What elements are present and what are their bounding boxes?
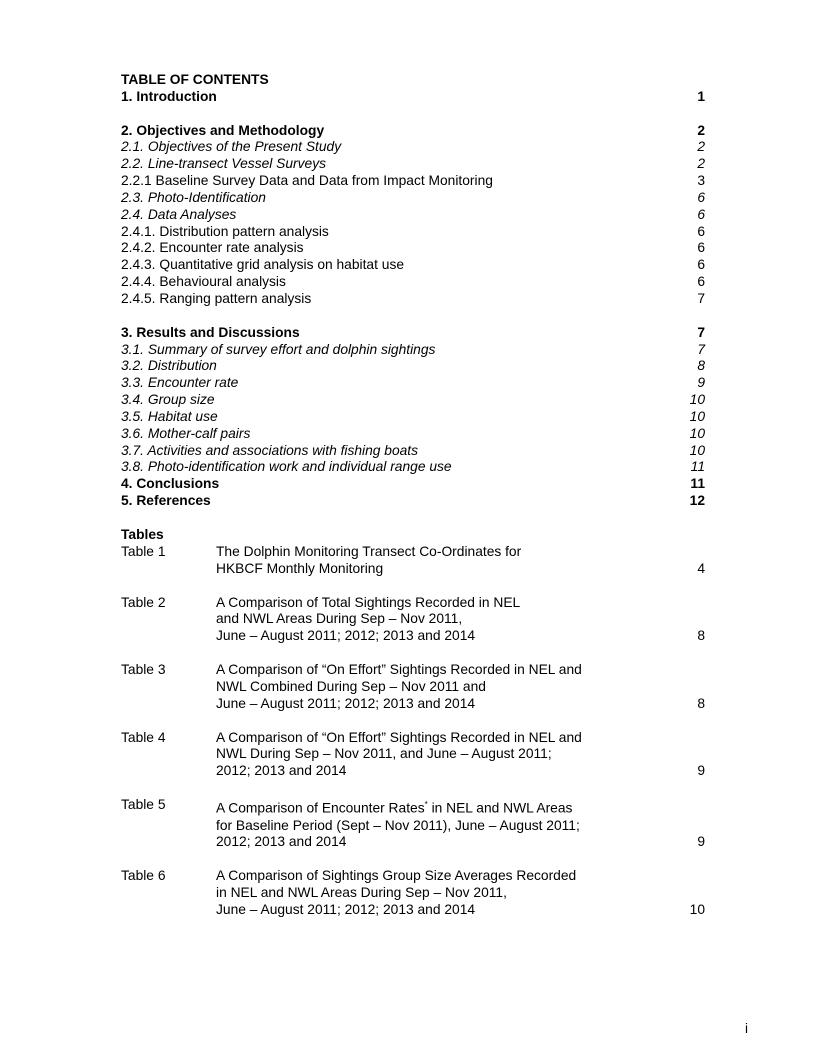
toc-entry-title: 3.5. Habitat use	[121, 408, 218, 424]
toc-entry	[121, 476, 716, 493]
table-entry-page: 10	[689, 901, 705, 917]
table-entry-caption-line: The Dolphin Monitoring Transect Co-Ordinates for	[216, 543, 522, 559]
toc-entry	[121, 426, 716, 443]
toc-entry-page: 1	[697, 88, 705, 104]
toc-entry-title: 3.4. Group size	[121, 392, 215, 408]
toc-entry-page: 10	[689, 425, 705, 441]
toc-entry-title: 3.1. Summary of survey effort and dolphin sightings	[121, 341, 436, 357]
toc-entry	[121, 257, 716, 274]
table-entry-caption-line: in NEL and NWL Areas During Sep – Nov 2011,	[216, 885, 507, 901]
list-of-tables	[121, 527, 716, 919]
toc-entry-title: 2.4.4. Behavioural analysis	[121, 274, 286, 290]
table-entry-page: 8	[697, 628, 705, 644]
toc-entry-page: 7	[697, 341, 705, 357]
toc-entry-page: 6	[697, 189, 705, 205]
table-entry	[121, 662, 716, 713]
table-entry-label: Table 5	[121, 797, 166, 813]
toc-entry-page: 6	[697, 240, 705, 256]
toc-entry-page: 6	[697, 223, 705, 239]
table-entry	[121, 797, 716, 851]
toc-entry-title: 2.3. Photo-Identification	[121, 189, 266, 205]
toc-entry-page: 10	[689, 442, 705, 458]
table-entry-caption-line: A Comparison of Sightings Group Size Averages Recorded	[216, 868, 577, 884]
toc-entry-title: 3.2. Distribution	[121, 358, 217, 374]
toc-entry-title: 3.7. Activities and associations with fishing boats	[121, 442, 419, 458]
toc-entry	[121, 173, 716, 190]
footnote-marker: *	[424, 800, 428, 810]
toc-entry-title: 3. Results and Discussions	[121, 324, 300, 340]
toc-entry-title: 2.4.3. Quantitative grid analysis on habitat use	[121, 257, 405, 273]
table-entry-caption	[216, 595, 616, 646]
toc-entry-title: 1. Introduction	[121, 88, 217, 104]
table-entry-caption	[216, 797, 616, 851]
toc-entry-title: 2. Objectives and Methodology	[121, 122, 325, 138]
toc-entry-title: 3.8. Photo-identification work and individual range use	[121, 459, 452, 475]
toc-entry	[121, 291, 716, 308]
toc-entry	[121, 342, 716, 359]
table-entry-caption-line: NWL Combined During Sep – Nov 2011 and	[216, 678, 486, 694]
toc-entry-title: 2.2.1 Baseline Survey Data and Data from Impact Monitoring	[121, 173, 493, 189]
toc-entry-title: 5. References	[121, 493, 211, 509]
toc-entry	[121, 459, 716, 476]
page-number: i	[745, 1021, 748, 1036]
toc-entry-page: 6	[697, 274, 705, 290]
toc-entry-page: 6	[697, 206, 705, 222]
table-entry-label: Table 3	[121, 662, 166, 678]
toc-entry-page: 10	[689, 392, 705, 408]
table-entry-caption-line: A Comparison of “On Effort” Sightings Recorded in NEL and	[216, 729, 582, 745]
toc-entry	[121, 224, 716, 241]
toc-entry-page: 3	[697, 173, 705, 189]
toc-entry-title: 2.4.5. Ranging pattern analysis	[121, 290, 312, 306]
toc-entry-page: 2	[697, 156, 705, 172]
toc-entry	[121, 156, 716, 173]
toc-entry-page: 7	[697, 290, 705, 306]
table-entry-caption-line: HKBCF Monthly Monitoring	[216, 560, 384, 576]
toc-entry	[121, 274, 716, 291]
table-entry-page: 9	[697, 763, 705, 779]
toc-entry	[121, 190, 716, 207]
table-entry-label: Table 1	[121, 543, 166, 559]
table-entry-caption-line: A Comparison of Encounter Rates* in NEL and NWL Areas	[216, 800, 573, 816]
table-entry	[121, 730, 716, 781]
toc-entry	[121, 139, 716, 156]
table-entry-caption-line: for Baseline Period (Sept – Nov 2011), June – August 2011;	[216, 817, 580, 833]
table-entry-caption-line: June – August 2011; 2012; 2013 and 2014	[216, 628, 476, 644]
table-entry-caption	[216, 544, 616, 578]
toc-entry-page: 11	[690, 459, 705, 475]
table-entry-page: 4	[697, 560, 705, 576]
toc-entry-page: 11	[690, 476, 705, 492]
toc-entry	[121, 207, 716, 224]
table-entry-caption-line: NWL During Sep – Nov 2011, and June – August 2011;	[216, 746, 552, 762]
toc-entry	[121, 325, 716, 342]
toc-entry-page: 2	[697, 139, 705, 155]
table-entry-page: 8	[697, 695, 705, 711]
tables-list	[121, 544, 716, 919]
toc-entry-page: 6	[697, 257, 705, 273]
toc-entry-page: 7	[697, 324, 705, 340]
toc-entry	[121, 89, 716, 106]
table-entry	[121, 595, 716, 646]
table-of-contents	[121, 72, 716, 510]
table-entry-caption-line: 2012; 2013 and 2014	[216, 763, 347, 779]
toc-entry-page: 12	[689, 493, 705, 509]
table-entry-caption-line: June – August 2011; 2012; 2013 and 2014	[216, 901, 476, 917]
toc-entry-title: 4. Conclusions	[121, 476, 220, 492]
table-entry-caption-line: A Comparison of Total Sightings Recorded in NEL	[216, 594, 521, 610]
toc-entry	[121, 123, 716, 140]
toc-entry	[121, 392, 716, 409]
table-entry	[121, 544, 716, 578]
toc-list	[121, 89, 716, 510]
toc-entry	[121, 358, 716, 375]
toc-entry	[121, 409, 716, 426]
toc-entry	[121, 443, 716, 460]
toc-heading: TABLE OF CONTENTS	[121, 72, 269, 87]
toc-entry-page: 2	[697, 122, 705, 138]
table-entry-caption	[216, 730, 616, 781]
table-entry	[121, 868, 716, 919]
toc-entry-page: 8	[697, 358, 705, 374]
toc-entry	[121, 493, 716, 510]
toc-entry-title: 3.6. Mother-calf pairs	[121, 425, 251, 441]
table-entry-caption	[216, 662, 616, 713]
toc-entry-page: 10	[689, 408, 705, 424]
toc-entry-title: 2.4. Data Analyses	[121, 206, 237, 222]
table-entry-label: Table 6	[121, 868, 166, 884]
table-entry-caption-line: A Comparison of “On Effort” Sightings Recorded in NEL and	[216, 662, 582, 678]
table-entry-page: 9	[697, 834, 705, 850]
toc-entry-title: 2.4.2. Encounter rate analysis	[121, 240, 304, 256]
table-entry-caption	[216, 868, 616, 919]
toc-entry-title: 2.4.1. Distribution pattern analysis	[121, 223, 329, 239]
table-entry-caption-line: 2012; 2013 and 2014	[216, 834, 347, 850]
toc-entry-page: 9	[697, 375, 705, 391]
table-entry-caption-line: and NWL Areas During Sep – Nov 2011,	[216, 611, 463, 627]
table-entry-label: Table 2	[121, 594, 166, 610]
table-entry-label: Table 4	[121, 729, 166, 745]
toc-entry	[121, 375, 716, 392]
toc-entry	[121, 240, 716, 257]
toc-entry-title: 3.3. Encounter rate	[121, 375, 239, 391]
toc-entry-title: 2.2. Line-transect Vessel Surveys	[121, 156, 327, 172]
table-entry-caption-line: June – August 2011; 2012; 2013 and 2014	[216, 695, 476, 711]
tables-heading: Tables	[121, 527, 164, 542]
toc-entry-title: 2.1. Objectives of the Present Study	[121, 139, 342, 155]
